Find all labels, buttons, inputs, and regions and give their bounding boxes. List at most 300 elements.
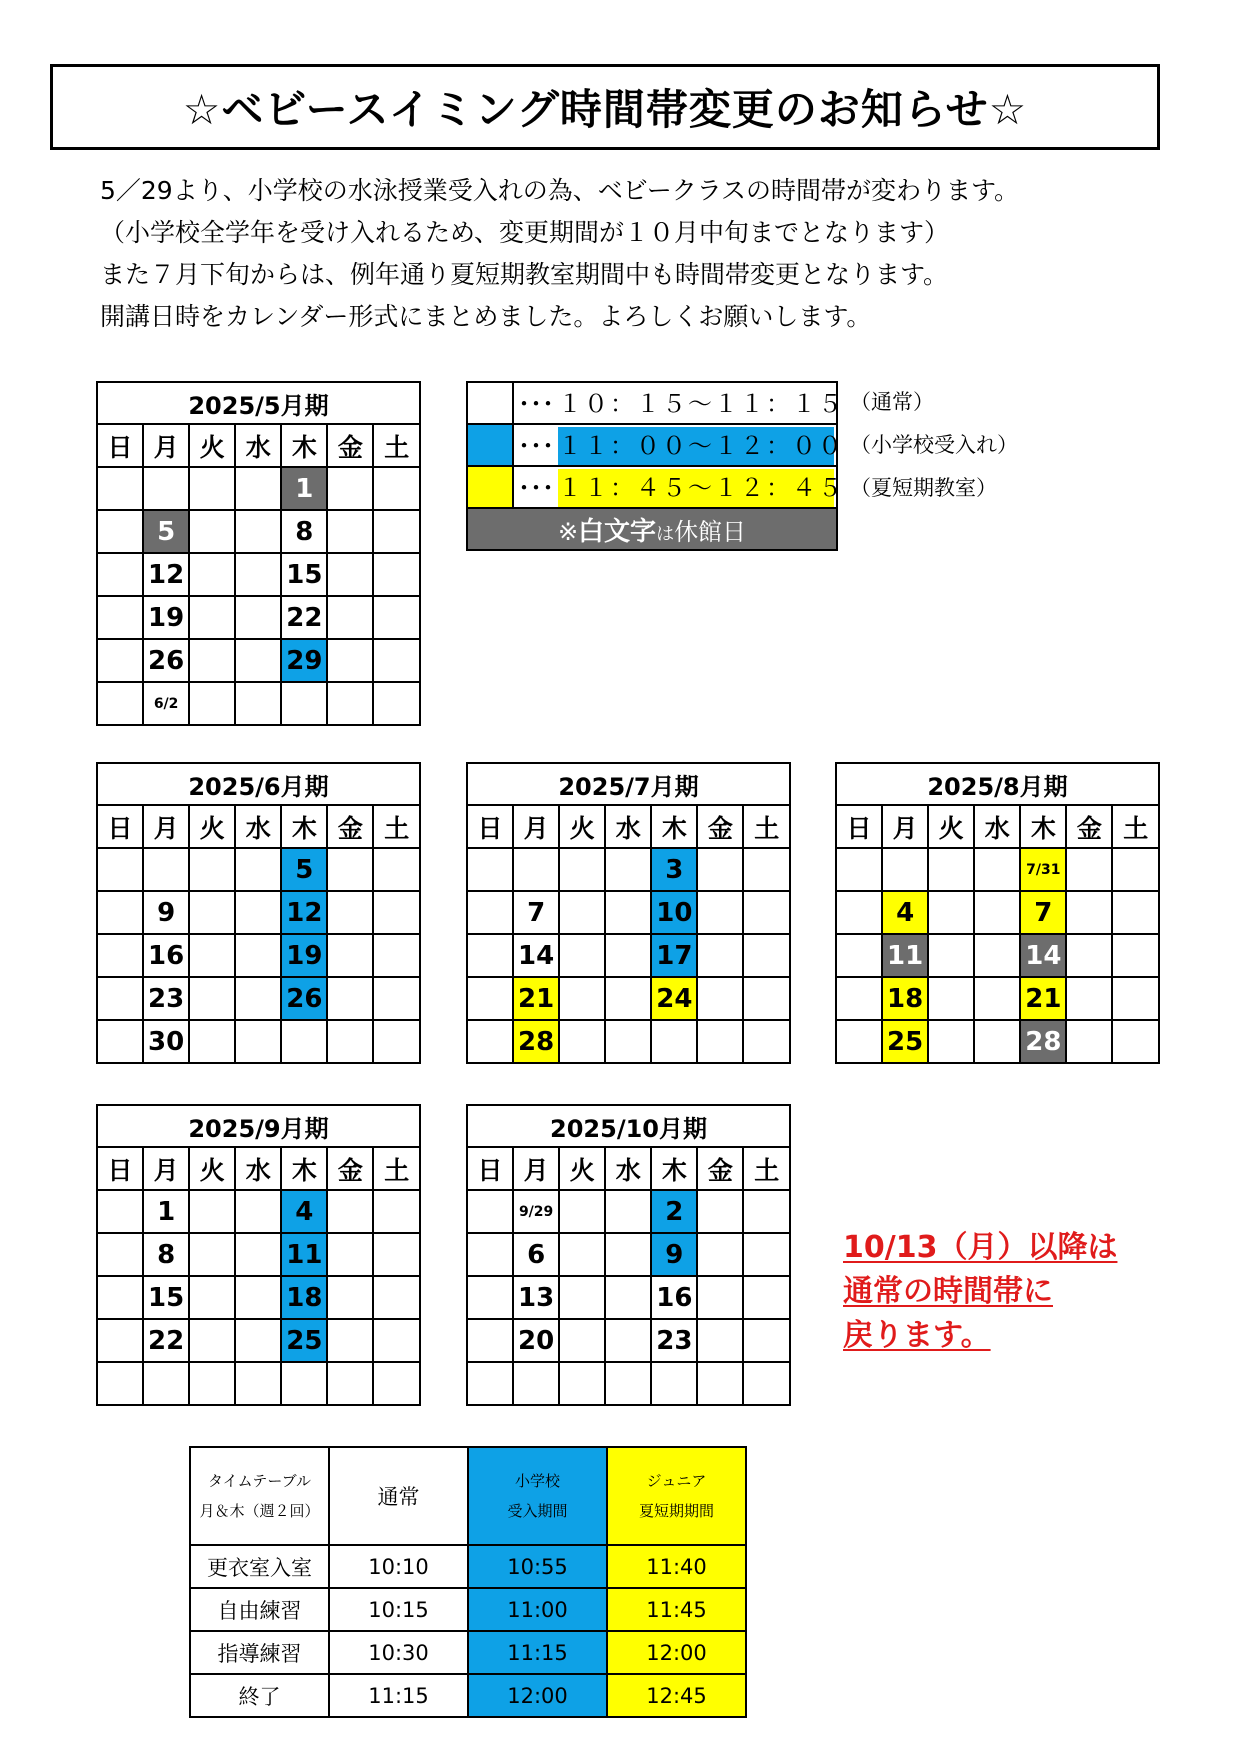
calendar-day-cell [97, 553, 143, 596]
legend-footer-prefix: ※ [557, 517, 579, 546]
calendar-day-cell: 15 [281, 553, 327, 596]
legend-swatch [467, 424, 513, 466]
calendar-day-cell [974, 1020, 1020, 1063]
calendar-day-cell: 18 [281, 1276, 327, 1319]
weekday-header: 水 [605, 805, 651, 848]
calendar-day-cell [327, 1276, 373, 1319]
calendar-day-cell: 21 [513, 977, 559, 1020]
calendar-week-row [467, 891, 790, 934]
calendar-day-cell: 28 [513, 1020, 559, 1063]
weekday-header: 土 [743, 805, 790, 848]
timetable-header-left-1: タイムテーブル [207, 1472, 312, 1490]
calendar-day-cell: 7/31 [1020, 848, 1066, 891]
calendar-day-cell [373, 1190, 420, 1233]
calendar-day-cell: 9 [143, 891, 189, 934]
weekday-header: 日 [97, 805, 143, 848]
weekday-header: 木 [651, 1147, 697, 1190]
timetable-label: 自由練習 [190, 1588, 329, 1631]
title-box [50, 64, 1160, 150]
calendar-day-cell [1112, 848, 1159, 891]
weekday-header: 土 [373, 1147, 420, 1190]
calendar-day-cell [559, 1190, 605, 1233]
calendar-day-cell: 5 [143, 510, 189, 553]
calendar-day-cell: 11 [882, 934, 928, 977]
calendar-day-cell: 26 [281, 977, 327, 1020]
calendar-week-row [97, 639, 420, 682]
calendar-day-cell [974, 848, 1020, 891]
calendar-day-cell: 23 [651, 1319, 697, 1362]
calendar-title: 2025/9月期 [97, 1105, 420, 1147]
weekday-header: 火 [559, 1147, 605, 1190]
calendar-day-cell [327, 510, 373, 553]
timetable-summer: 11:40 [607, 1545, 746, 1588]
weekday-header: 月 [143, 805, 189, 848]
calendar-day-cell [1066, 934, 1112, 977]
calendar-week-row [97, 1190, 420, 1233]
calendar-day-cell [1112, 1020, 1159, 1063]
calendar-day-cell [559, 1020, 605, 1063]
calendar-day-cell [97, 467, 143, 510]
weekday-header: 水 [235, 1147, 281, 1190]
calendar-day-cell: 29 [281, 639, 327, 682]
calendar-day-cell [327, 848, 373, 891]
calendar-day-cell [235, 891, 281, 934]
legend-time: １１：００～１２：００ [558, 427, 834, 465]
calendar-day-cell [235, 553, 281, 596]
calendar-day-cell: 7 [513, 891, 559, 934]
calendar-week-row [97, 1362, 420, 1405]
calendar-week-row [467, 848, 790, 891]
calendar-day-cell [97, 1276, 143, 1319]
weekday-header: 土 [373, 424, 420, 467]
calendar-day-cell [327, 1190, 373, 1233]
calendar-day-cell [97, 934, 143, 977]
calendar-day-cell [743, 1362, 790, 1405]
calendar-day-cell [373, 596, 420, 639]
calendar-day-cell [373, 1319, 420, 1362]
calendar-week-row [467, 1319, 790, 1362]
legend-dots: ･･･ [518, 431, 554, 460]
calendar-week-row [97, 1233, 420, 1276]
weekday-header: 水 [235, 424, 281, 467]
calendar-day-cell [559, 977, 605, 1020]
calendar-week-row [836, 848, 1159, 891]
legend-notes [850, 381, 1018, 510]
weekday-header: 火 [189, 424, 235, 467]
calendar-day-cell [1112, 977, 1159, 1020]
calendar-day-cell [235, 1276, 281, 1319]
calendar-day-cell [97, 891, 143, 934]
calendar-day-cell: 16 [651, 1276, 697, 1319]
calendar-week-row [97, 891, 420, 934]
calendar-day-cell [605, 934, 651, 977]
calendar-day-cell [743, 1020, 790, 1063]
timetable-school: 11:15 [468, 1631, 607, 1674]
calendar-day-cell [697, 1362, 743, 1405]
calendar-day-cell: 9/29 [513, 1190, 559, 1233]
calendar-day-cell [697, 1233, 743, 1276]
calendar-day-cell [97, 682, 143, 725]
legend-note: （夏短期教室） [850, 476, 997, 500]
intro-line: また７月下旬からは、例年通り夏短期教室期間中も時間帯変更となります。 [100, 260, 949, 289]
calendar-day-cell [605, 1362, 651, 1405]
calendar-day-cell [327, 1319, 373, 1362]
calendar-day-cell [235, 639, 281, 682]
calendar-day-cell: 6 [513, 1233, 559, 1276]
calendar-day-cell [373, 1276, 420, 1319]
calendar-day-cell [559, 1233, 605, 1276]
calendar-week-row [836, 977, 1159, 1020]
calendar-day-cell: 24 [651, 977, 697, 1020]
weekday-header: 月 [513, 805, 559, 848]
calendar-day-cell [882, 848, 928, 891]
timetable-header-summer [607, 1447, 746, 1545]
calendar-day-cell: 16 [143, 934, 189, 977]
calendar-day-cell [235, 1362, 281, 1405]
calendar-day-cell [189, 934, 235, 977]
calendar-day-cell [743, 977, 790, 1020]
calendar-day-cell [467, 891, 513, 934]
calendar-day-cell [97, 1233, 143, 1276]
calendar-day-cell [327, 891, 373, 934]
calendar-week-row [97, 510, 420, 553]
calendar-week-row [467, 1020, 790, 1063]
calendar-september [96, 1104, 421, 1406]
page-title: ☆ベビースイミング時間帯変更のお知らせ☆ [182, 85, 1028, 134]
calendar-day-cell: 4 [281, 1190, 327, 1233]
calendar-day-cell [651, 1020, 697, 1063]
calendar-day-cell: 13 [513, 1276, 559, 1319]
legend-closed-note [467, 508, 837, 550]
weekday-header: 金 [327, 424, 373, 467]
weekday-header: 火 [189, 805, 235, 848]
calendar-day-cell [743, 1319, 790, 1362]
calendar-day-cell [697, 1276, 743, 1319]
calendar-day-cell [235, 1020, 281, 1063]
calendar-day-cell [373, 934, 420, 977]
weekday-header: 火 [559, 805, 605, 848]
calendar-day-cell [189, 1190, 235, 1233]
weekday-header: 日 [97, 1147, 143, 1190]
calendar-day-cell [327, 467, 373, 510]
calendar-day-cell [605, 848, 651, 891]
calendar-day-cell: 1 [281, 467, 327, 510]
timetable-summer: 11:45 [607, 1588, 746, 1631]
calendar-day-cell [97, 1362, 143, 1405]
calendar-day-cell [189, 977, 235, 1020]
legend-time: １１：４５～１２：４５ [558, 469, 834, 507]
legend-row-school [467, 424, 837, 466]
calendar-day-cell [235, 848, 281, 891]
calendar-august [835, 762, 1160, 1064]
calendar-week-row [467, 1190, 790, 1233]
calendar-week-row [97, 682, 420, 725]
calendar-day-cell: 18 [882, 977, 928, 1020]
calendar-day-cell [143, 1362, 189, 1405]
weekday-header: 月 [143, 424, 189, 467]
weekday-header: 日 [97, 424, 143, 467]
calendar-day-cell [836, 977, 882, 1020]
calendar-day-cell [1112, 891, 1159, 934]
legend-dots: ･･･ [518, 473, 554, 502]
calendar-title: 2025/10月期 [467, 1105, 790, 1147]
timetable-header-left-2: 月＆木（週２回） [199, 1502, 320, 1520]
calendar-day-cell [467, 1233, 513, 1276]
calendar-week-row [467, 1362, 790, 1405]
legend-dots: ･･･ [518, 389, 554, 418]
calendar-day-cell: 11 [281, 1233, 327, 1276]
legend-swatch [467, 466, 513, 508]
weekday-header: 月 [143, 1147, 189, 1190]
calendar-october [466, 1104, 791, 1406]
calendar-day-cell: 2 [651, 1190, 697, 1233]
calendar-day-cell: 12 [281, 891, 327, 934]
calendar-week-row [97, 553, 420, 596]
calendar-day-cell [235, 1319, 281, 1362]
calendar-day-cell [97, 510, 143, 553]
calendar-day-cell: 1 [143, 1190, 189, 1233]
timetable-row [190, 1674, 746, 1717]
calendar-day-cell [189, 1020, 235, 1063]
calendar-day-cell [189, 510, 235, 553]
calendar-day-cell [281, 682, 327, 725]
calendar-day-cell [467, 934, 513, 977]
calendar-day-cell [559, 1276, 605, 1319]
calendar-day-cell [235, 467, 281, 510]
calendar-day-cell [697, 1319, 743, 1362]
calendar-day-cell [97, 596, 143, 639]
return-notice [843, 1226, 1117, 1358]
weekday-header: 木 [281, 805, 327, 848]
calendar-title: 2025/5月期 [97, 382, 420, 424]
calendar-day-cell: 12 [143, 553, 189, 596]
calendar-day-cell [189, 891, 235, 934]
calendar-day-cell [97, 848, 143, 891]
calendar-day-cell [836, 891, 882, 934]
weekday-header: 金 [1066, 805, 1112, 848]
calendar-day-cell [235, 1233, 281, 1276]
legend-row-normal [467, 382, 837, 424]
calendar-day-cell [1066, 1020, 1112, 1063]
calendar-title: 2025/7月期 [467, 763, 790, 805]
timetable [189, 1446, 747, 1718]
weekday-header: 水 [605, 1147, 651, 1190]
calendar-day-cell [743, 891, 790, 934]
calendar-day-cell [189, 1276, 235, 1319]
calendar-day-cell: 25 [281, 1319, 327, 1362]
notice-line: 10/13（月）以降は [843, 1230, 1118, 1265]
calendar-day-cell [327, 682, 373, 725]
calendar-day-cell [97, 1190, 143, 1233]
calendar-day-cell [836, 934, 882, 977]
calendar-day-cell [235, 934, 281, 977]
timetable-header-left [190, 1447, 329, 1545]
calendar-week-row [97, 848, 420, 891]
calendar-day-cell [743, 934, 790, 977]
weekday-header: 月 [513, 1147, 559, 1190]
calendar-day-cell: 8 [143, 1233, 189, 1276]
calendar-day-cell [974, 977, 1020, 1020]
calendar-day-cell [513, 848, 559, 891]
calendar-day-cell [467, 977, 513, 1020]
calendar-day-cell [743, 848, 790, 891]
calendar-day-cell [559, 891, 605, 934]
calendar-week-row [97, 467, 420, 510]
calendar-week-row [467, 934, 790, 977]
calendar-day-cell [189, 639, 235, 682]
calendar-day-cell [974, 891, 1020, 934]
calendar-day-cell [467, 1362, 513, 1405]
calendar-day-cell [928, 934, 974, 977]
calendar-day-cell: 21 [1020, 977, 1066, 1020]
legend-swatch [467, 382, 513, 424]
calendar-day-cell [836, 848, 882, 891]
calendar-week-row [97, 596, 420, 639]
weekday-header: 木 [651, 805, 697, 848]
calendar-day-cell: 8 [281, 510, 327, 553]
calendar-day-cell [559, 934, 605, 977]
calendar-day-cell: 10 [651, 891, 697, 934]
legend-footer-row [467, 508, 837, 550]
calendar-day-cell [97, 977, 143, 1020]
weekday-header: 火 [928, 805, 974, 848]
timetable-school: 11:00 [468, 1588, 607, 1631]
weekday-header: 木 [281, 424, 327, 467]
calendar-day-cell [743, 1190, 790, 1233]
calendar-week-row [467, 1276, 790, 1319]
calendar-day-cell [559, 1362, 605, 1405]
weekday-header: 日 [836, 805, 882, 848]
timetable-normal: 10:10 [329, 1545, 468, 1588]
calendar-day-cell: 4 [882, 891, 928, 934]
intro-line: 開講日時をカレンダー形式にまとめました。よろしくお願いします。 [100, 302, 872, 331]
calendar-day-cell [373, 1020, 420, 1063]
legend-row-summer [467, 466, 837, 508]
legend-footer-bold: 白文字 [578, 516, 657, 547]
calendar-day-cell [697, 934, 743, 977]
calendar-day-cell [373, 1362, 420, 1405]
calendar-day-cell [605, 891, 651, 934]
weekday-header: 木 [1020, 805, 1066, 848]
calendar-day-cell: 14 [513, 934, 559, 977]
calendar-day-cell [513, 1362, 559, 1405]
intro-text [100, 170, 1019, 338]
calendar-day-cell [467, 1319, 513, 1362]
legend-note: （小学校受入れ） [850, 433, 1018, 457]
calendar-day-cell [373, 639, 420, 682]
weekday-header: 金 [327, 1147, 373, 1190]
notice-line: 戻ります。 [843, 1318, 991, 1353]
calendar-day-cell [1066, 977, 1112, 1020]
calendar-day-cell: 20 [513, 1319, 559, 1362]
weekday-header: 日 [467, 1147, 513, 1190]
timetable-school: 10:55 [468, 1545, 607, 1588]
calendar-day-cell [189, 1319, 235, 1362]
weekday-header: 月 [882, 805, 928, 848]
timetable-label: 終了 [190, 1674, 329, 1717]
timetable-header-school-1: 小学校 [514, 1472, 560, 1490]
calendar-day-cell [743, 1233, 790, 1276]
calendar-day-cell [189, 1233, 235, 1276]
time-legend [466, 381, 844, 551]
weekday-header: 水 [974, 805, 1020, 848]
calendar-title: 2025/8月期 [836, 763, 1159, 805]
calendar-day-cell: 6/2 [143, 682, 189, 725]
weekday-header: 日 [467, 805, 513, 848]
calendar-day-cell [189, 682, 235, 725]
calendar-day-cell: 17 [651, 934, 697, 977]
timetable-normal: 10:30 [329, 1631, 468, 1674]
calendar-day-cell [189, 467, 235, 510]
timetable-label: 更衣室入室 [190, 1545, 329, 1588]
calendar-day-cell [467, 1020, 513, 1063]
calendar-day-cell [928, 891, 974, 934]
calendar-day-cell [97, 1319, 143, 1362]
timetable-summer: 12:00 [607, 1631, 746, 1674]
timetable-row [190, 1631, 746, 1674]
calendar-day-cell [281, 1362, 327, 1405]
calendar-day-cell [697, 1190, 743, 1233]
calendar-day-cell [467, 1190, 513, 1233]
calendar-day-cell [235, 1190, 281, 1233]
weekday-header: 土 [743, 1147, 790, 1190]
calendar-day-cell [373, 510, 420, 553]
timetable-school: 12:00 [468, 1674, 607, 1717]
calendar-week-row [97, 934, 420, 977]
intro-line: （小学校全学年を受け入れるため、変更期間が１０月中旬までとなります） [100, 218, 950, 247]
calendar-day-cell: 22 [281, 596, 327, 639]
legend-footer-rest: 休館日 [674, 517, 747, 546]
weekday-header: 水 [235, 805, 281, 848]
legend-footer-mid: は [656, 523, 675, 545]
calendar-week-row [836, 891, 1159, 934]
calendar-week-row [97, 1319, 420, 1362]
calendar-day-cell [189, 848, 235, 891]
calendar-day-cell [327, 1233, 373, 1276]
calendar-day-cell [928, 1020, 974, 1063]
calendar-day-cell [605, 977, 651, 1020]
calendar-day-cell [559, 1319, 605, 1362]
calendar-day-cell [97, 639, 143, 682]
calendar-day-cell [697, 977, 743, 1020]
calendar-week-row [836, 934, 1159, 977]
calendar-day-cell [327, 977, 373, 1020]
calendar-may [96, 381, 421, 726]
weekday-header: 土 [373, 805, 420, 848]
calendar-day-cell: 22 [143, 1319, 189, 1362]
calendar-day-cell: 14 [1020, 934, 1066, 977]
timetable-normal: 11:15 [329, 1674, 468, 1717]
calendar-day-cell: 15 [143, 1276, 189, 1319]
calendar-title: 2025/6月期 [97, 763, 420, 805]
calendar-day-cell [327, 1362, 373, 1405]
calendar-day-cell [373, 1233, 420, 1276]
weekday-header: 金 [697, 1147, 743, 1190]
calendar-day-cell [373, 848, 420, 891]
weekday-header: 土 [1112, 805, 1159, 848]
calendar-day-cell [235, 510, 281, 553]
calendar-week-row [97, 1276, 420, 1319]
calendar-day-cell: 23 [143, 977, 189, 1020]
calendar-day-cell: 7 [1020, 891, 1066, 934]
timetable-normal: 10:15 [329, 1588, 468, 1631]
timetable-header [190, 1447, 746, 1545]
calendar-day-cell: 30 [143, 1020, 189, 1063]
calendar-day-cell [1112, 934, 1159, 977]
calendar-day-cell: 9 [651, 1233, 697, 1276]
calendar-day-cell [373, 682, 420, 725]
legend-time: １０：１５～１１：１５ [558, 389, 844, 418]
